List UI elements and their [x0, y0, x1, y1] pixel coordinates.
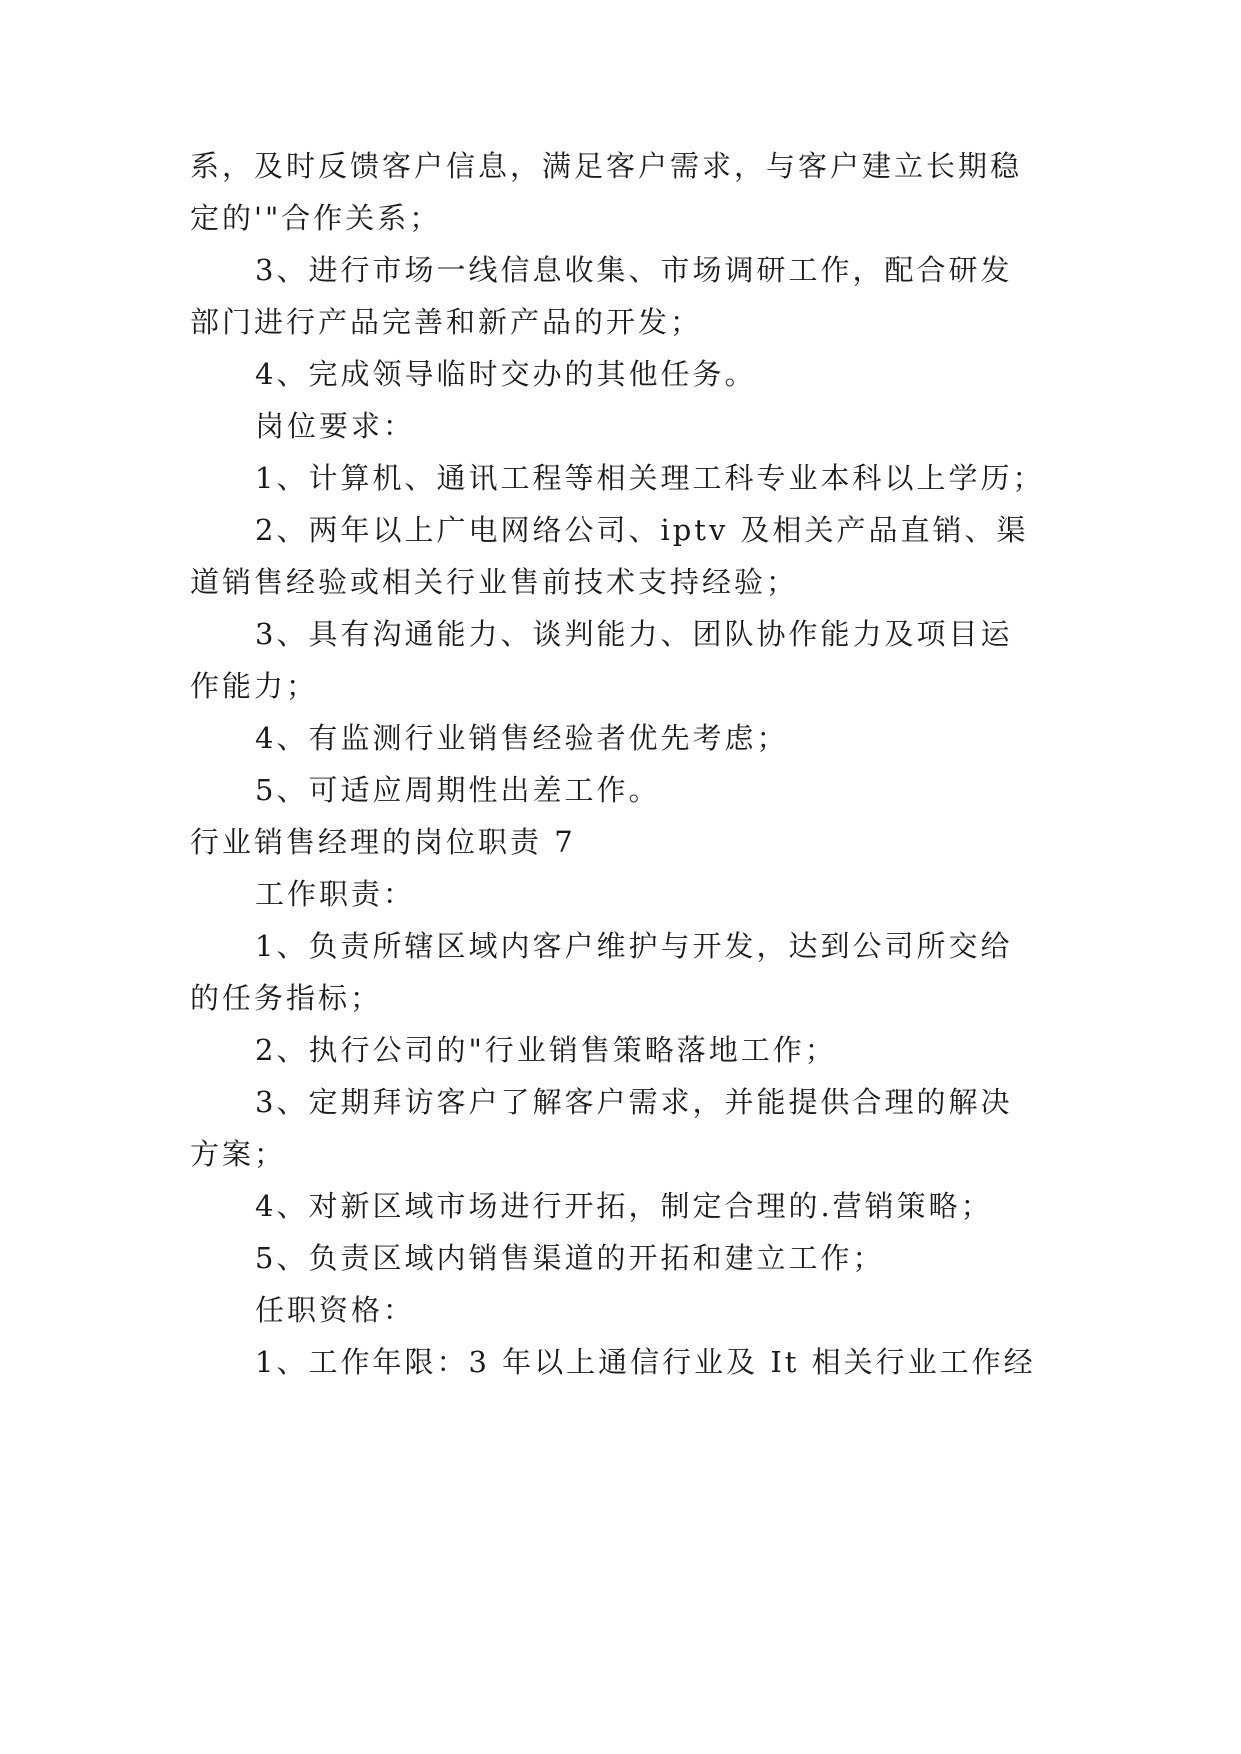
text-line: 3、定期拜访客户了解客户需求，并能提供合理的解决	[255, 1085, 1013, 1119]
text-line: 2、执行公司的"行业销售策略落地工作；	[255, 1033, 837, 1067]
section-heading: 工作职责：	[255, 877, 416, 911]
text-line: 3、进行市场一线信息收集、市场调研工作，配合研发	[255, 253, 1013, 287]
text-line: 系，及时反馈客户信息，满足客户需求，与客户建立长期稳	[190, 149, 1023, 183]
text-line: 部门进行产品完善和新产品的开发；	[190, 305, 703, 339]
document-heading: 行业销售经理的岗位职责 7	[190, 825, 576, 859]
text-line: 方案；	[190, 1137, 287, 1171]
text-line: 2、两年以上广电网络公司、iptv 及相关产品直销、渠	[255, 513, 1029, 547]
section-heading: 岗位要求：	[255, 409, 416, 443]
text-line: 5、可适应周期性出差工作。	[255, 773, 661, 807]
text-line: 定的'"合作关系；	[190, 201, 442, 235]
section-heading: 任职资格：	[255, 1293, 416, 1327]
text-line: 的任务指标；	[190, 981, 383, 1015]
text-line: 作能力；	[190, 669, 319, 703]
text-line: 3、具有沟通能力、谈判能力、团队协作能力及项目运	[255, 617, 1013, 651]
text-line: 4、有监测行业销售经验者优先考虑；	[255, 721, 789, 755]
text-line: 1、负责所辖区域内客户维护与开发，达到公司所交给	[255, 929, 1013, 963]
text-line: 1、计算机、通讯工程等相关理工科专业本科以上学历；	[255, 461, 1045, 495]
text-line: 4、对新区域市场进行开拓，制定合理的.营销策略；	[255, 1189, 993, 1223]
text-line: 1、工作年限：3 年以上通信行业及 It 相关行业工作经	[255, 1345, 1036, 1379]
text-line: 道销售经验或相关行业售前技术支持经验；	[190, 565, 799, 599]
text-line: 5、负责区域内销售渠道的开拓和建立工作；	[255, 1241, 885, 1275]
text-line: 4、完成领导临时交办的其他任务。	[255, 357, 757, 391]
